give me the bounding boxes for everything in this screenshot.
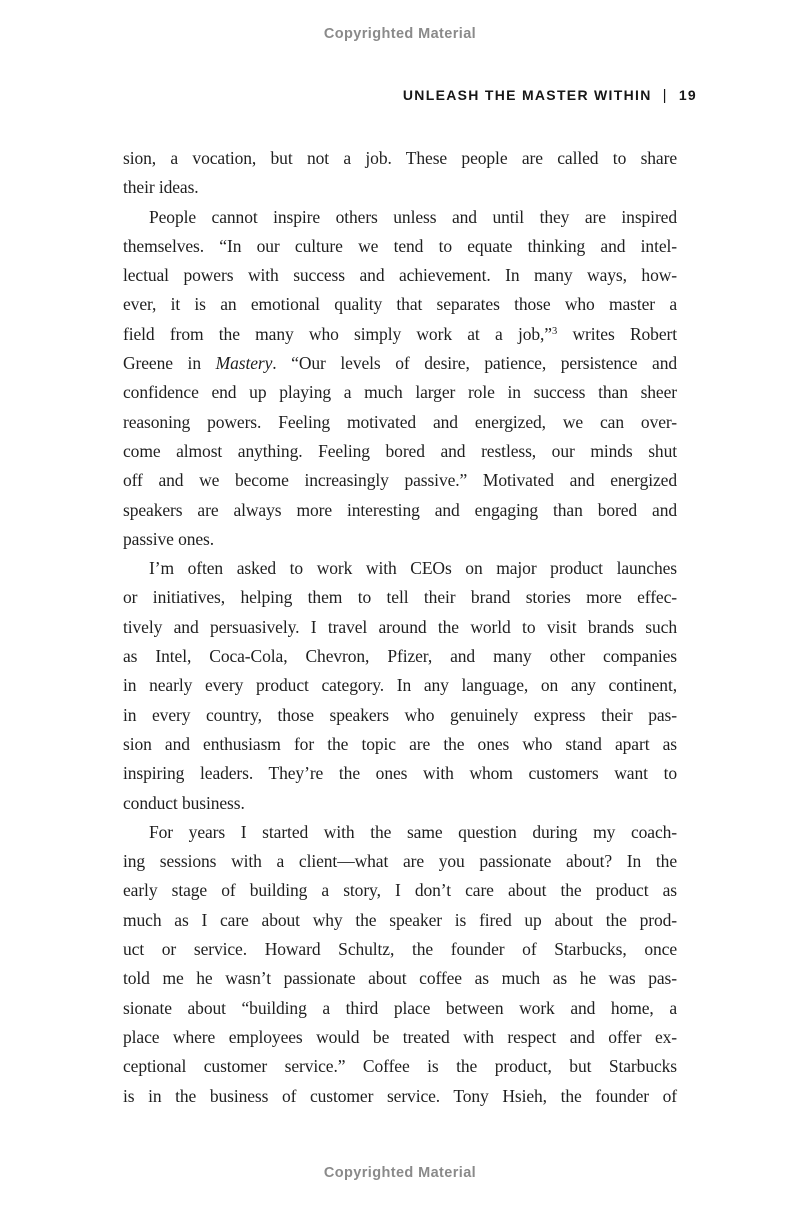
- text-segment: writes Robert: [557, 323, 677, 344]
- text-line: [123, 349, 677, 378]
- paragraph: [123, 554, 677, 818]
- text-segment: place where employees would be treated with respect and offer ex-: [123, 1026, 677, 1047]
- text-segment: field from the many who simply work at a job,”: [123, 323, 552, 344]
- copyright-notice-bottom: Copyrighted Material: [323, 1165, 477, 1181]
- text-line: [123, 671, 677, 700]
- text-line: [123, 642, 677, 671]
- text-line: [123, 290, 677, 319]
- text-line: [123, 1082, 677, 1111]
- text-line: [123, 847, 677, 876]
- text-segment: off and we become increasingly passive.” Motivated and energized: [123, 470, 677, 491]
- text-line: [123, 1052, 677, 1081]
- text-segment: is in the business of customer service. Tony Hsieh, the founder of: [123, 1085, 677, 1106]
- text-segment: inspiring leaders. They’re the ones with whom customers want to: [123, 763, 677, 784]
- text-segment: speakers are always more interesting and engaging than bored and: [123, 499, 677, 520]
- text-segment: tively and persuasively. I travel around the world to visit brands such: [123, 616, 677, 637]
- text-segment: come almost anything. Feeling bored and restless, our minds shut: [123, 440, 677, 461]
- paragraph: [123, 144, 677, 203]
- paragraph: [123, 203, 677, 555]
- text-segment: uct or service. Howard Schultz, the founder of Starbucks, once: [123, 939, 677, 960]
- italic-book-title: Mastery: [215, 353, 273, 374]
- text-line: [123, 818, 677, 847]
- text-line: [123, 701, 677, 730]
- text-line: [123, 232, 677, 261]
- header-separator: |: [662, 87, 668, 104]
- text-segment: confidence end up playing a much larger role in success than sheer: [123, 382, 677, 403]
- text-line: [123, 935, 677, 964]
- text-segment: People cannot inspire others unless and until they are inspired: [149, 206, 677, 227]
- text-segment: Greene in: [123, 353, 216, 374]
- paragraph: [123, 818, 677, 1111]
- text-segment: sionate about “building a third place between work and home, a: [123, 997, 677, 1018]
- text-line: [123, 437, 677, 466]
- text-line: [123, 583, 677, 612]
- text-line: [123, 525, 677, 554]
- text-line: [123, 964, 677, 993]
- running-header-title: UNLEASH THE MASTER WITHIN: [402, 87, 652, 103]
- text-line: [123, 994, 677, 1023]
- page-number: 19: [678, 87, 697, 103]
- text-segment: For years I started with the same question during my coach-: [149, 821, 677, 842]
- text-segment: conduct business.: [123, 792, 245, 813]
- text-line: [123, 789, 677, 818]
- text-line: [123, 1023, 677, 1052]
- text-line: [123, 320, 677, 349]
- text-line: [123, 906, 677, 935]
- text-segment: sion and enthusiasm for the topic are the ones who stand apart as: [123, 733, 677, 754]
- text-line: [123, 408, 677, 437]
- text-line: [123, 730, 677, 759]
- text-line: [123, 203, 677, 232]
- text-line: [123, 466, 677, 495]
- text-segment: sion, a vocation, but not a job. These people are called to share: [123, 148, 677, 168]
- text-segment: ceptional customer service.” Coffee is the product, but Starbucks: [123, 1056, 677, 1077]
- text-segment: passive ones.: [123, 528, 215, 549]
- text-line: [123, 261, 677, 290]
- footnote-reference: 3: [551, 326, 558, 338]
- text-line: [123, 144, 677, 173]
- text-line: [123, 554, 677, 583]
- text-segment: their ideas.: [123, 177, 199, 198]
- text-segment: or initiatives, helping them to tell their brand stories more effec-: [123, 587, 677, 608]
- text-segment: reasoning powers. Feeling motivated and energized, we can over-: [123, 411, 677, 432]
- text-line: [123, 378, 677, 407]
- text-line: [123, 173, 677, 202]
- text-line: [123, 876, 677, 905]
- text-segment: much as I care about why the speaker is fired up about the prod-: [123, 909, 677, 930]
- text-segment: ing sessions with a client—what are you passionate about? In the: [123, 851, 677, 872]
- text-segment: ever, it is an emotional quality that separates those who master a: [123, 294, 677, 315]
- text-line: [123, 759, 677, 788]
- text-segment: lectual powers with success and achievement. In many ways, how-: [123, 265, 677, 286]
- text-segment: themselves. “In our culture we tend to equate thinking and intel-: [123, 235, 677, 256]
- text-line: [123, 496, 677, 525]
- text-segment: . “Our levels of desire, patience, persistence and: [272, 353, 677, 374]
- text-segment: told me he wasn’t passionate about coffee as much as he was pas-: [123, 968, 677, 989]
- text-segment: as Intel, Coca-Cola, Chevron, Pfizer, and many other companies: [123, 646, 677, 667]
- text-segment: early stage of building a story, I don’t care about the product as: [123, 880, 677, 901]
- text-segment: in every country, those speakers who genuinely express their pas-: [123, 704, 677, 725]
- running-header: [403, 87, 697, 104]
- text-line: [123, 613, 677, 642]
- text-segment: in nearly every product category. In any language, on any continent,: [123, 675, 677, 696]
- body-text: [123, 144, 677, 1111]
- copyright-notice-top: Copyrighted Material: [323, 26, 477, 42]
- text-segment: I’m often asked to work with CEOs on major product launches: [149, 558, 677, 579]
